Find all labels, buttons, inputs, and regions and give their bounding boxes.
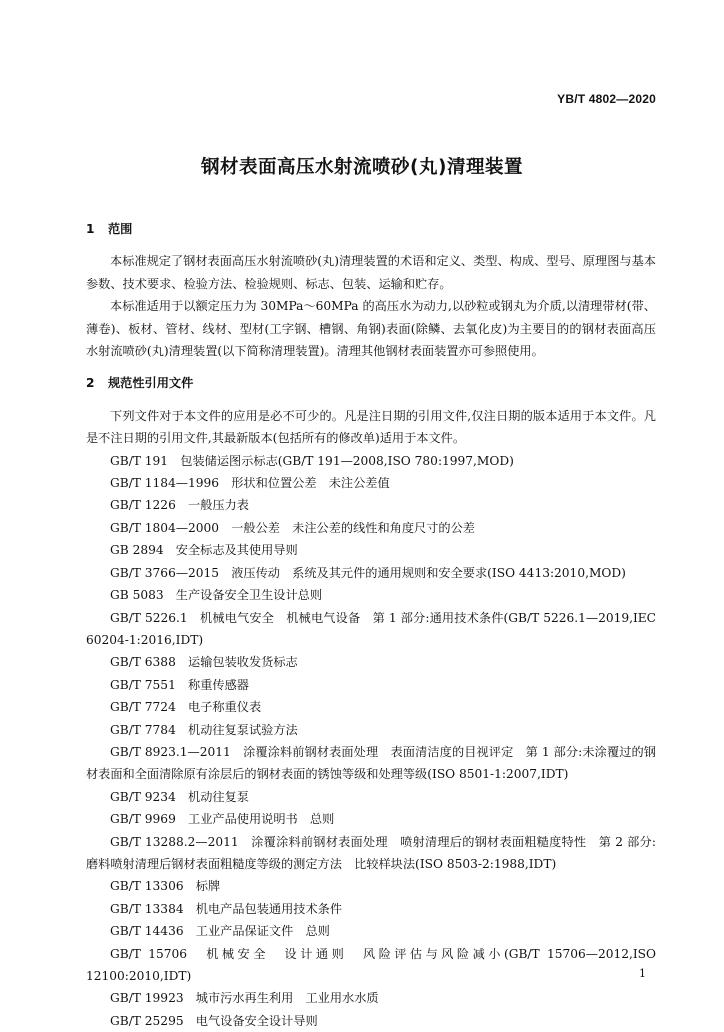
scope-paragraph: 本标准适用于以额定压力为 30MPa～60MPa 的高压水为动力,以砂粒或钢丸为介质,以清理带材(带、薄卷)、板材、管材、线材、型材(工字钢、槽钢、角钢)表面(除鳞、去氧化皮)为主要目的的钢材表面高压水射流喷砂(丸)清理装置(以下简称清理装置)。清理其他钢材表面装置亦可参照使用。 [86,299,656,359]
reference-item: GB/T 14436 工业产品保证文件 总则 [110,924,330,939]
section-number: 2 [86,376,95,391]
section-heading-scope [86,218,656,240]
standard-code: YB/T 4802—2020 [557,92,656,106]
reference-item: GB/T 191 包装储运图示标志(GB/T 191—2008,ISO 780:1997,MOD) [110,453,514,468]
section-heading-normative-references [86,372,656,394]
reference-item: GB/T 13306 标牌 [110,879,221,894]
reference-item: GB 2894 安全标志及其使用导则 [110,543,298,558]
reference-item: GB/T 19923 城市污水再生利用 工业用水水质 [110,991,379,1006]
references-intro: 下列文件对于本文件的应用是必不可少的。凡是注日期的引用文件,仅注日期的版本适用于本文件。凡是不注日期的引用文件,其最新版本(包括所有的修改单)适用于本文件。 [86,408,656,446]
reference-item: GB/T 7784 机动往复泵试验方法 [110,722,298,737]
reference-item: GB/T 7551 称重传感器 [110,677,249,692]
reference-item: GB/T 1184—1996 形状和位置公差 未注公差值 [110,476,390,491]
page-number: 1 [639,967,646,980]
reference-item: GB/T 6388 运输包装收发货标志 [110,655,298,670]
reference-item: GB/T 13384 机电产品包装通用技术条件 [110,901,343,916]
reference-item: GB 5083 生产设备安全卫生设计总则 [110,588,323,603]
reference-item: GB/T 3766—2015 液压传动 系统及其元件的通用规则和安全要求(ISO 4413:2010,MOD) [110,565,626,580]
section-number: 1 [86,222,95,236]
reference-item: GB/T 5226.1 机械电气安全 机械电气设备 第 1 部分:通用技术条件(GB/T 5226.1—2019,IEC 60204-1:2016,IDT) [86,610,656,647]
scope-paragraph: 本标准规定了钢材表面高压水射流喷砂(丸)清理装置的术语和定义、类型、构成、型号、原理图与基本参数、技术要求、检验方法、检验规则、标志、包装、运输和贮存。 [86,254,656,291]
reference-item: GB/T 8923.1—2011 涂覆涂料前钢材表面处理 表面清洁度的目视评定 第 1 部分:未涂覆过的钢材表面和全面清除原有涂层后的钢材表面的锈蚀等级和处理等级(ISO 8501-1:2007,IDT) [86,744,656,782]
document-title: 钢材表面高压水射流喷砂(丸)清理装置 [201,157,523,178]
reference-item: GB/T 9969 工业产品使用说明书 总则 [110,812,335,827]
reference-item: GB/T 25295 电气设备安全设计导则 [110,1013,318,1028]
reference-item: GB/T 1226 一般压力表 [110,498,249,513]
section-title: 规范性引用文件 [108,376,194,391]
reference-item: GB/T 13288.2—2011 涂覆涂料前钢材表面处理 喷射清理后的钢材表面粗糙度特性 第 2 部分:磨料喷射清理后钢材表面粗糙度等级的测定方法 比较样块法(ISO 8503-2:1988,IDT) [86,834,656,871]
reference-item: GB/T 15706 机械安全 设计通则 风险评估与风险减小(GB/T 15706—2012,ISO 12100:2010,IDT) [86,946,656,983]
reference-item: GB/T 7724 电子称重仪表 [110,700,262,715]
reference-item: GB/T 1804—2000 一般公差 未注公差的线性和角度尺寸的公差 [110,520,475,535]
reference-item: GB/T 9234 机动往复泵 [110,789,249,804]
section-title: 范围 [108,222,133,236]
document-body [86,218,656,1032]
